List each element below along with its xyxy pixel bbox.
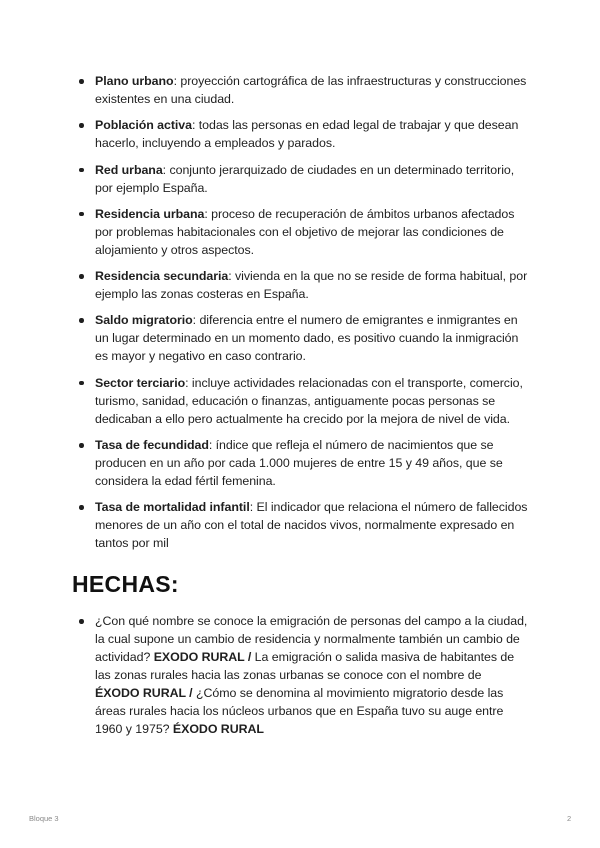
glossary-term: Sector terciario [95, 375, 186, 390]
list-item [78, 374, 528, 428]
page-content [72, 72, 528, 747]
glossary-definition: : conjunto jerarquizado de ciudades en un determinado territorio, por ejemplo España. [95, 162, 515, 195]
list-item [78, 267, 528, 303]
section-heading: HECHAS: [72, 571, 179, 598]
page-number: 2 [567, 814, 572, 823]
list-item [78, 72, 528, 108]
list-item [78, 205, 528, 259]
list-item [78, 116, 528, 152]
glossary-definition: : diferencia entre el numero de emigrantes e inmigrantes en un lugar determinado en un momento dado, es positivo cuando la inmigración es mayor y negativo en caso contrario. [95, 313, 519, 364]
question-text: ¿Con qué nombre se conoce la emigración de personas del campo a la ciudad, la cual supone un cambio de residencia y normalmente también un cambio de actividad? [95, 614, 528, 665]
glossary-definition: : incluye actividades relacionadas con el transporte, comercio, turismo, sanidad, educación o finanzas, antiguamente pocas personas se dedicaban a ello pero actualmente ha crecido por la mejora de nivel de vida. [95, 375, 523, 426]
questions-list [78, 612, 528, 738]
glossary-term: Residencia urbana [95, 206, 205, 221]
list-item [78, 612, 528, 738]
glossary-term: Residencia secundaria [95, 269, 229, 284]
footer-label: Bloque 3 [29, 814, 59, 823]
glossary-definition: : El indicador que relaciona el número de fallecidos menores de un año con el total de nacidos vivos, normalmente expresado en tantos por mil [95, 500, 528, 551]
question-text: ¿Cómo se denomina al movimiento migratorio desde las áreas rurales hacia los núcleos urbanos que en España tuvo su auge entre 1960 y 1975? [95, 686, 504, 737]
answer-text: ÉXODO RURAL [172, 722, 264, 737]
question-text: La emigración o salida masiva de habitantes de las zonas rurales hacia las zonas urbanas se conoce con el nombre de [95, 650, 515, 683]
list-item [78, 498, 528, 552]
glossary-definition: : proceso de recuperación de ámbitos urbanos afectados por problemas habitacionales con el objetivo de mejorar las condiciones de alojamiento y otros aspectos. [95, 206, 515, 257]
glossary-definition: : vivienda en la que no se reside de forma habitual, por ejemplo las zonas costeras en España. [95, 269, 528, 302]
list-item [78, 311, 528, 365]
glossary-term: Tasa de mortalidad infantil [95, 500, 250, 515]
glossary-term: Plano urbano [95, 74, 174, 88]
answer-text: EXODO RURAL / [153, 650, 252, 665]
glossary-term: Red urbana [95, 162, 163, 177]
glossary-term: Saldo migratorio [95, 313, 193, 328]
glossary-definition: : todas las personas en edad legal de trabajar y que desean hacerlo, incluyendo a empleados y parados. [95, 118, 519, 151]
list-item [78, 436, 528, 490]
glossary-term: Población activa [95, 118, 192, 133]
list-item [78, 161, 528, 197]
answer-text: ÉXODO RURAL / [95, 686, 193, 701]
glossary-definition: : índice que refleja el número de nacimientos que se producen en un año por cada 1.000 mujeres de entre 15 y 49 años, que se considera la edad fértil femenina. [95, 438, 503, 489]
glossary-definition: : proyección cartográfica de las infraestructuras y construcciones existentes en una ciudad. [95, 74, 527, 106]
glossary-list [78, 72, 528, 552]
glossary-term: Tasa de fecundidad [95, 438, 209, 453]
